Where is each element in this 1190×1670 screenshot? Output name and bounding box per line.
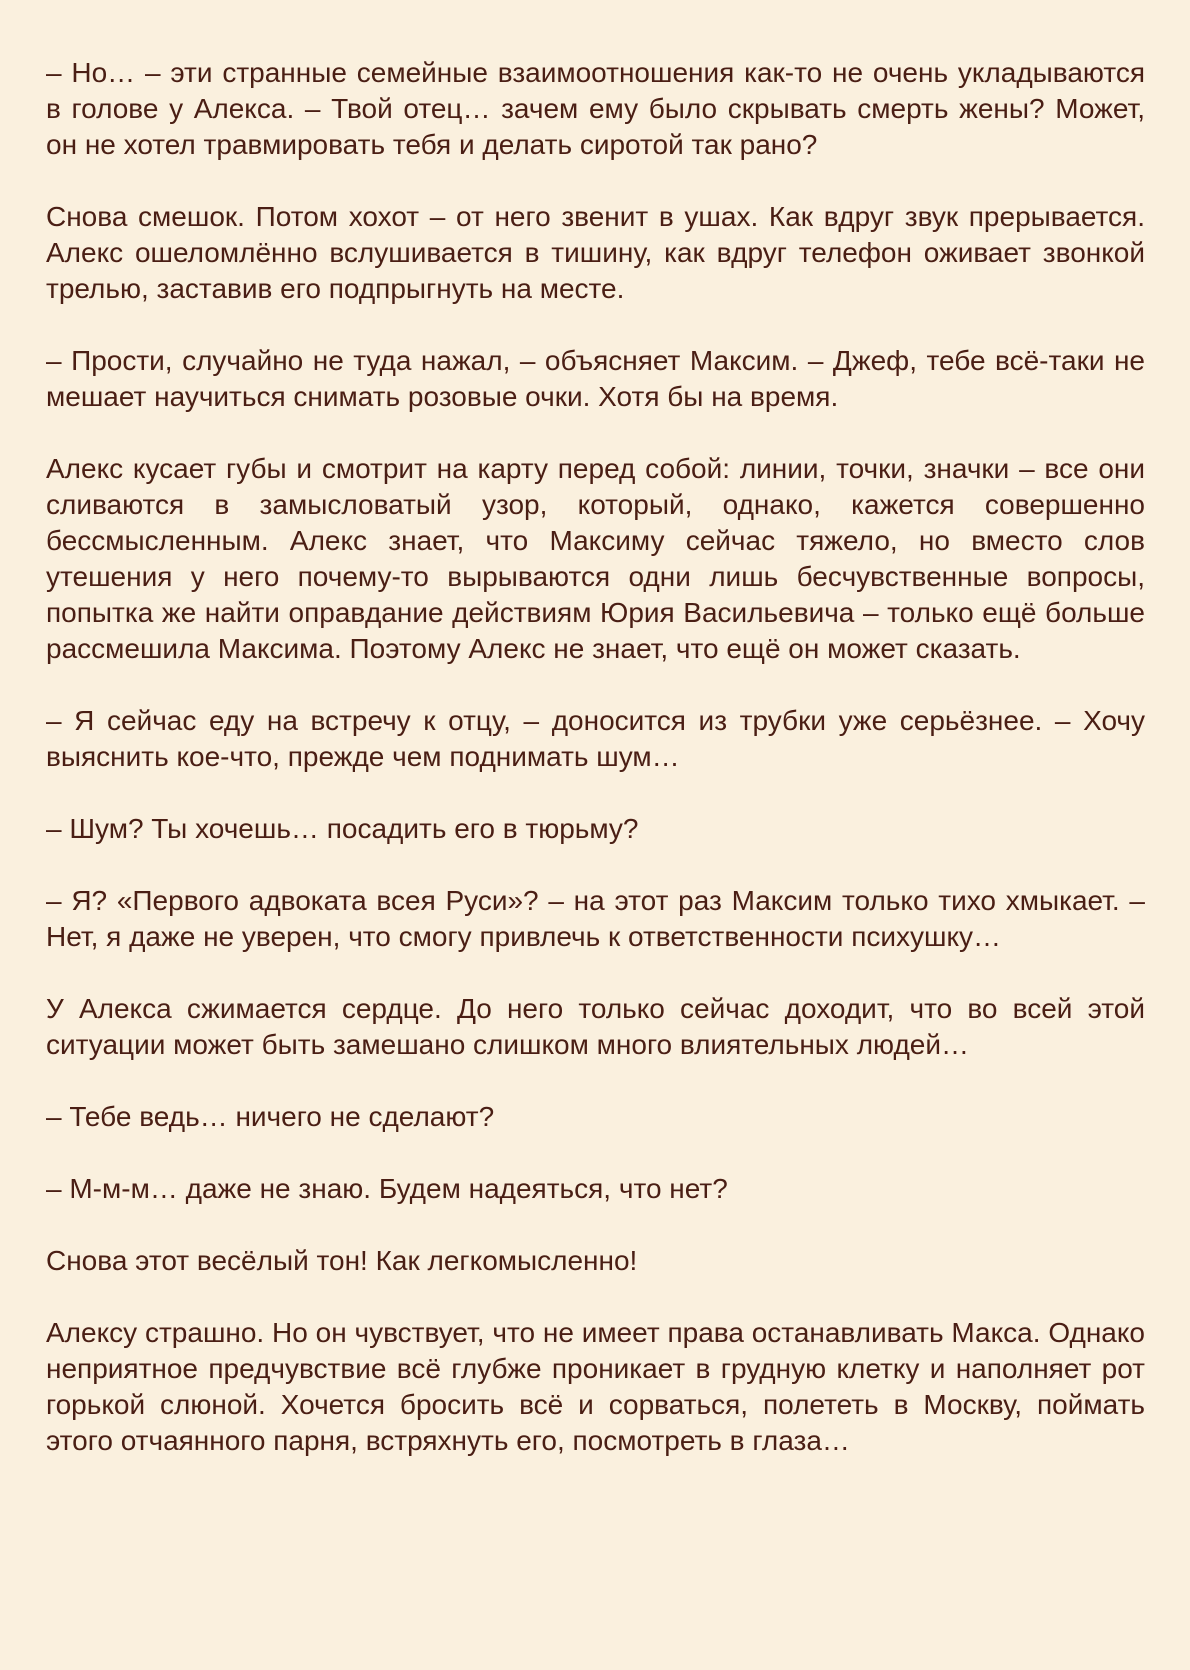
paragraph: Алекс кусает губы и смотрит на карту перед собой: линии, точки, значки – все они сливаются в замысловатый узор, который, однако, кажется совершенно бессмысленным. Алекс знает, что Максиму сейчас тяжело, но вместо слов утешения у него почему-то вырываются одни лишь бесчувственные вопросы, попытка же найти оправдание действиям Юрия Васильевича – только ещё больше рассмешила Максима. Поэтому Алекс не знает, что ещё он может сказать. [46, 453, 1145, 664]
paragraph: – Тебе ведь… ничего не сделают? [46, 1101, 495, 1132]
paragraph: У Алекса сжимается сердце. До него только сейчас доходит, что во всей этой ситуации может быть замешано слишком много влиятельных людей… [46, 993, 1145, 1060]
paragraph: Снова смешок. Потом хохот – от него звенит в ушах. Как вдруг звук прерывается. Алекс ошеломлённо вслушивается в тишину, как вдруг телефон оживает звонкой трелью, заставив его подпрыгнуть на месте. [46, 201, 1145, 304]
paragraph: Алексу страшно. Но он чувствует, что не имеет права останавливать Макса. Однако неприятное предчувствие всё глубже проникает в грудную клетку и наполняет рот горькой слюной. Хочется бросить всё и сорваться, полететь в Москву, поймать этого отчаянного парня, встряхнуть его, посмотреть в глаза… [46, 1317, 1145, 1456]
paragraph: – М-м-м… даже не знаю. Будем надеяться, что нет? [46, 1173, 728, 1204]
paragraph: Снова этот весёлый тон! Как легкомысленно! [46, 1245, 638, 1276]
paragraph: – Прости, случайно не туда нажал, – объясняет Максим. – Джеф, тебе всё-таки не мешает научиться снимать розовые очки. Хотя бы на время. [46, 345, 1145, 412]
paragraph: – Но… – эти странные семейные взаимоотношения как-то не очень укладываются в голове у Алекса. – Твой отец… зачем ему было скрывать смерть жены? Может, он не хотел травмировать тебя и делать сиротой так рано? [46, 57, 1145, 160]
paragraph: – Шум? Ты хочешь… посадить его в тюрьму? [46, 813, 639, 844]
paragraph: – Я сейчас еду на встречу к отцу, – доносится из трубки уже серьёзнее. – Хочу выяснить кое-что, прежде чем поднимать шум… [46, 705, 1145, 772]
paragraph: – Я? «Первого адвоката всея Руси»? – на этот раз Максим только тихо хмыкает. – Нет, я даже не уверен, что смогу привлечь к ответственности психушку… [46, 885, 1145, 952]
